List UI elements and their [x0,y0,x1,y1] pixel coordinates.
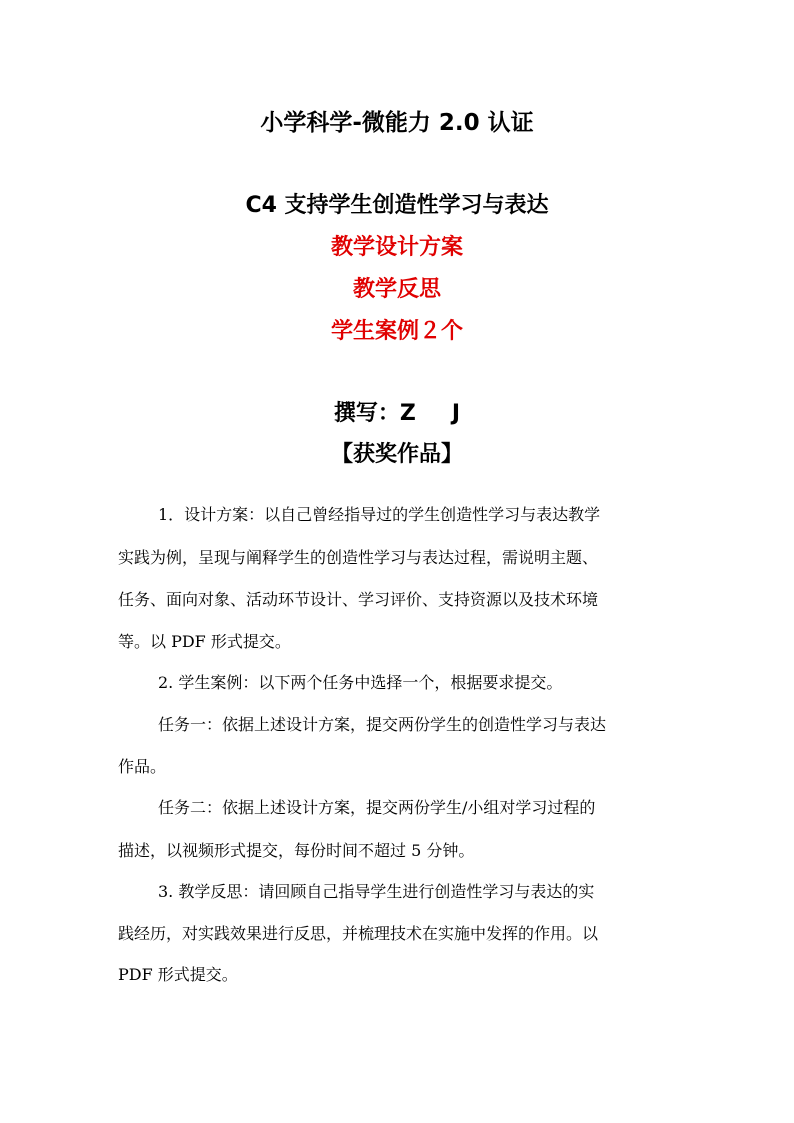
paragraph-line: 描述，以视频形式提交，每份时间不超过 5 分钟。 [118,841,475,860]
paragraph-line: 任务一：依据上述设计方案，提交两份学生的创造性学习与表达 [158,715,607,734]
paragraph-line: 实践为例，呈现与阐释学生的创造性学习与表达过程，需说明主题、 [118,548,599,567]
paragraph-line: 任务二：依据上述设计方案，提交两份学生/小组对学习过程的 [158,798,596,817]
document-title: 小学科学-微能力 2.0 认证 [260,110,534,136]
paragraph-line: PDF 形式提交。 [118,965,238,984]
document-subtitle: C4 支持学生创造性学习与表达 [245,193,549,218]
author-line [0,396,794,427]
red-item-reflection: 教学反思 [352,277,441,302]
author-label: 撰写：Z [333,401,416,426]
paragraph-line: 1．设计方案：以自己曾经指导过的学生创造性学习与表达教学 [158,505,601,524]
award-label: 【获奖作品】 [330,442,463,467]
paragraph-line: 作品。 [118,757,167,776]
paragraph-line: 等。以 PDF 形式提交。 [118,632,291,651]
paragraph-line: 践经历，对实践效果进行反思，并梳理技术在实施中发挥的作用。以 [118,924,599,943]
paragraph-line: 2. 学生案例：以下两个任务中选择一个，根据要求提交。 [158,673,563,692]
author-initial: J [451,401,461,426]
paragraph-line: 任务、面向对象、活动环节设计、学习评价、支持资源以及技术环境 [118,590,599,609]
red-item-design-plan: 教学设计方案 [330,235,463,260]
red-item-student-cases: 学生案例２个 [330,319,463,344]
paragraph-line: 3. 教学反思：请回顾自己指导学生进行创造性学习与表达的实 [158,882,595,901]
